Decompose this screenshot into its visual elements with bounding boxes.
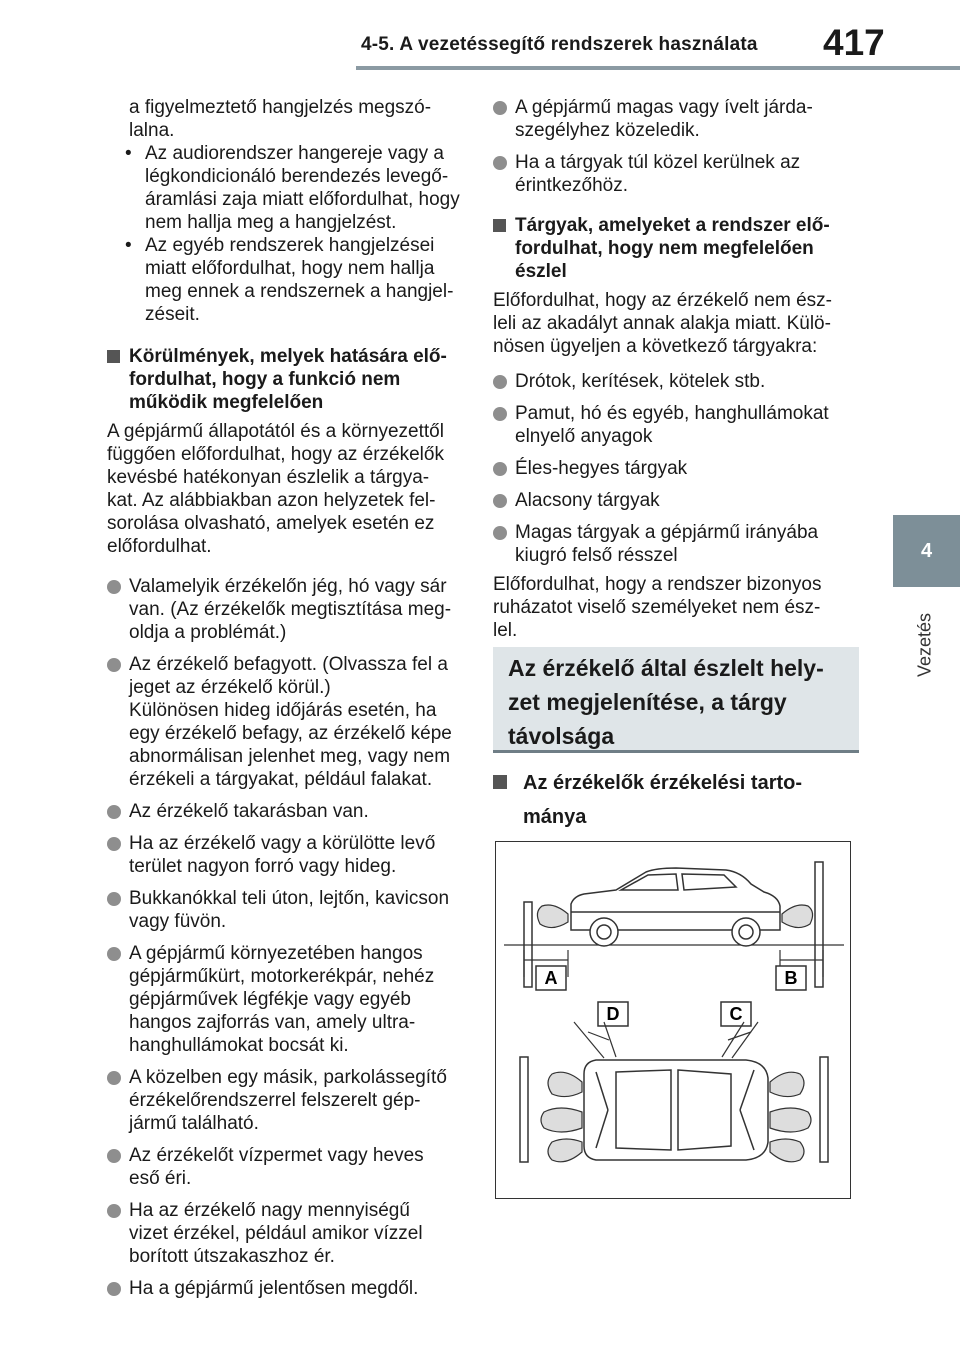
dash-item: • Az audiorendszer hangereje vagy a légkondicionáló berendezés levegő- áramlási zaja miatt előfordulhat, hogy nem hallja meg a hangjelzést. [107, 142, 475, 234]
front-wall [815, 862, 823, 987]
range-c-line [722, 1022, 744, 1057]
section-heading [107, 345, 475, 414]
heading-text: Tárgyak, amelyeket a rendszer elő- fordulhat, hogy nem megfelelően észlel [515, 215, 830, 282]
list-item-text: Ha az érzékelő vagy a körülötte levő terület nagyon forró vagy hideg. [129, 833, 436, 877]
list-item-text: Ha a tárgyak túl közel kerülnek az érintkezőhöz. [515, 152, 801, 196]
rear-center-sensor-lobe [541, 1108, 582, 1132]
front-wall-top [820, 1057, 828, 1162]
list-item [107, 653, 475, 791]
range-c-line [732, 1022, 758, 1058]
chapter-tab: 4 [893, 515, 960, 587]
sensor-range-figure [495, 841, 851, 1199]
page-header [0, 0, 960, 80]
range-d-arrow [588, 1032, 609, 1040]
round-bullet-icon [107, 892, 121, 906]
round-bullet-icon [493, 101, 507, 115]
list-item-text: Pamut, hó és egyéb, hanghullámokat elnyelő anyagok [515, 403, 829, 447]
list-item [107, 1066, 475, 1135]
intro-paragraph: A gépjármű állapotától és a környezettől függően előfordulhat, hogy az érzékelők kevésbé hatékonyan észlelik a tárgya- kat. Az alábbiakban azon helyzetek fel- sorolása olvasható, amelyek esetén ez előfordulhat. [107, 421, 444, 557]
label-d: D [606, 1004, 620, 1024]
intro-paragraph: Előfordulhat, hogy az érzékelő nem ész- leli az akadályt annak alakja miatt. Külö- nösen ügyeljen a következő tárgyakra: [493, 290, 833, 357]
chapter-label-text: Vezetés [914, 612, 935, 678]
round-bullet-icon [107, 1071, 121, 1085]
list-item-text: Éles-hegyes tárgyak [515, 458, 688, 479]
list-item [493, 370, 861, 393]
range-d-line [604, 1022, 616, 1057]
label-b: B [784, 968, 798, 988]
rear-left-sensor-lobe [548, 1072, 582, 1096]
list-item [107, 1199, 475, 1268]
list-item-text: Az érzékelőt vízpermet vagy heves eső éri. [129, 1145, 424, 1189]
range-d-line [574, 1022, 604, 1058]
round-bullet-icon [107, 805, 121, 819]
list-item-text: Az érzékelő befagyott. (Olvassza fel a jeget az érzékelő körül.) Különösen hideg időjárás esetén, ha egy érzékelő befagy, az érzékelő képe abnormálisan jelenhet meg, vagy nem érzékeli a tárgyakat, például falakat. [129, 654, 452, 790]
list-item-text: Ha a gépjármű jelentősen megdől. [129, 1278, 419, 1299]
list-item [107, 942, 475, 1057]
list-item-text: Az érzékelő takarásban van. [129, 801, 369, 822]
list-item [493, 489, 861, 512]
round-bullet-icon [107, 1204, 121, 1218]
label-a: A [544, 968, 558, 988]
list-item-text: Alacsony tárgyak [515, 490, 660, 511]
list-item [493, 521, 861, 567]
list-item [493, 151, 861, 197]
list-item [107, 1277, 475, 1300]
rear-right-sensor-lobe [548, 1139, 582, 1162]
round-bullet-icon [493, 375, 507, 389]
list-item [107, 1144, 475, 1190]
dash-item: • Az egyéb rendszerek hangjelzései miatt előfordulhat, hogy nem hallja meg ennek a rendszernek a hangjel- zéseit. [107, 234, 475, 326]
list-item [493, 96, 861, 142]
car-side-view [571, 868, 780, 946]
round-bullet-icon [107, 1282, 121, 1296]
rear-sensor-lobe [537, 905, 568, 928]
heading-text: Körülmények, melyek hatására elő- fordulhat, hogy a funkció nem működik megfelelően [129, 346, 447, 413]
label-c: C [729, 1004, 743, 1024]
list-item-text: Magas tárgyak a gépjármű irányába kiugró felső résszel [515, 522, 819, 566]
round-bullet-icon [493, 494, 507, 508]
front-center-sensor-lobe [770, 1108, 811, 1132]
square-bullet-icon [107, 350, 120, 363]
list-item [493, 457, 861, 480]
sensor-diagram [496, 842, 852, 1200]
left-column [107, 96, 475, 1300]
page-number: 417 [823, 22, 885, 63]
list-item-text: A gépjármű magas vagy ívelt járda- szegélyhez közeledik. [515, 97, 813, 141]
round-bullet-icon [107, 1149, 121, 1163]
list-item [107, 575, 475, 644]
list-item-text: Bukkanókkal teli úton, lejtőn, kavicson vagy füvön. [129, 888, 450, 932]
continued-text: a figyelmeztető hangjelzés megszó- lalna. [129, 97, 432, 141]
sub-heading-text: Az érzékelők érzékelési tarto- mánya [523, 772, 803, 828]
list-item [493, 402, 861, 448]
section-title-box [493, 647, 859, 753]
outro-paragraph: Előfordulhat, hogy a rendszer bizonyos ruházatot viselő személyeket nem ész- lel. [493, 574, 822, 641]
chapter-section-title: 4-5. A vezetéssegítő rendszerek használata [361, 34, 758, 55]
list-item-text: A gépjármű környezetében hangos gépjárműkürt, motorkerékpár, nehéz gépjárművek légfékje vagy egyéb hangos zajforrás van, amely ultra- hanghullámokat bocsát ki. [129, 943, 435, 1056]
square-bullet-icon [493, 775, 507, 789]
round-bullet-icon [107, 837, 121, 851]
list-item-text: Valamelyik érzékelőn jég, hó vagy sár van. (Az érzékelők megtisztítása meg- oldja a problémát.) [129, 576, 452, 643]
round-bullet-icon [107, 658, 121, 672]
list-item [107, 887, 475, 933]
round-bullet-icon [493, 526, 507, 540]
car-top-view [584, 1060, 768, 1160]
list-item-text: Drótok, kerítések, kötelek stb. [515, 371, 766, 392]
list-item [107, 832, 475, 878]
square-bullet-icon [493, 219, 506, 232]
round-bullet-icon [493, 462, 507, 476]
section-title: Az érzékelő által észlelt hely- zet megjelenítése, a tárgy távolsága [508, 655, 824, 749]
rear-wall-top [520, 1057, 528, 1162]
right-column [493, 96, 861, 642]
front-left-sensor-lobe [770, 1072, 804, 1096]
round-bullet-icon [107, 947, 121, 961]
list-item-text: Ha az érzékelő nagy mennyiségű vizet érzékel, például amikor vízzel borított útszakaszhoz ér. [129, 1200, 423, 1267]
header-rule [356, 66, 960, 70]
list-item [107, 800, 475, 823]
round-bullet-icon [107, 580, 121, 594]
round-bullet-icon [493, 156, 507, 170]
section-heading [493, 214, 861, 283]
list-item-text: A közelben egy másik, parkolássegítő érzékelőrendszerrel felszerelt gép- jármű található. [129, 1067, 447, 1134]
sub-heading [493, 766, 859, 834]
front-sensor-lobe [782, 905, 813, 928]
front-right-sensor-lobe [770, 1139, 804, 1162]
round-bullet-icon [493, 407, 507, 421]
chapter-label [910, 590, 940, 700]
